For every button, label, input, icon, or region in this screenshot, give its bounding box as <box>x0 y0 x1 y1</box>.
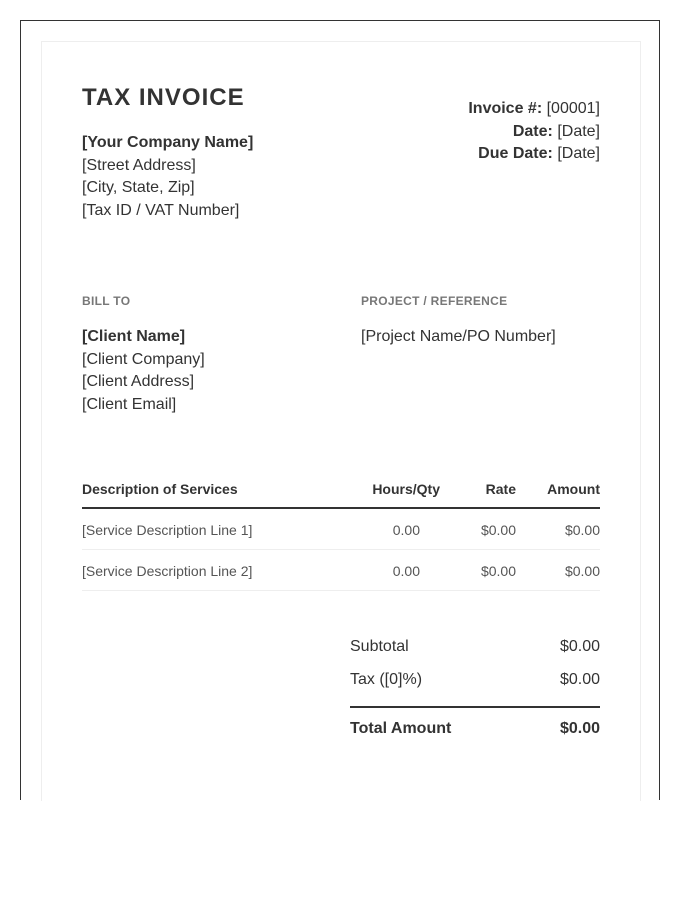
header-rate: Rate <box>485 481 516 497</box>
invoice-date-label: Date: <box>512 122 553 140</box>
client-email: [Client Email] <box>82 395 177 413</box>
row-amount: $0.00 <box>564 522 600 538</box>
project-label: PROJECT / REFERENCE <box>361 294 508 308</box>
company-street: [Street Address] <box>82 156 196 174</box>
total-value: $0.00 <box>559 720 600 737</box>
total-label: Total Amount <box>350 720 452 737</box>
bill-to-block <box>82 326 205 416</box>
row-description: [Service Description Line 2] <box>82 563 253 579</box>
row-rate: $0.00 <box>480 522 516 538</box>
project-value: [Project Name/PO Number] <box>361 328 556 345</box>
company-name: [Your Company Name] <box>82 134 254 151</box>
invoice-date-line <box>468 121 600 144</box>
company-tax-id: [Tax ID / VAT Number] <box>82 201 240 219</box>
invoice-meta <box>468 98 600 166</box>
bill-to-label: BILL TO <box>82 294 131 308</box>
header-amount: Amount <box>547 481 600 497</box>
header-description: Description of Services <box>82 481 238 497</box>
subtotal-label: Subtotal <box>350 638 409 655</box>
row-description: [Service Description Line 1] <box>82 522 253 538</box>
table-header <box>82 478 600 509</box>
table-row <box>82 509 600 550</box>
invoice-date-value: [Date] <box>557 122 600 140</box>
tax-row <box>350 665 600 698</box>
row-rate: $0.00 <box>480 563 516 579</box>
total-row <box>350 706 600 744</box>
services-table <box>82 478 600 591</box>
subtotal-value: $0.00 <box>559 638 600 655</box>
row-qty: 0.00 <box>392 522 420 538</box>
row-amount: $0.00 <box>564 563 600 579</box>
invoice-due-value: [Date] <box>557 145 600 162</box>
company-city: [City, State, Zip] <box>82 179 195 196</box>
header-hours-qty: Hours/Qty <box>372 481 440 497</box>
invoice-number-line <box>468 98 600 121</box>
client-name: [Client Name] <box>82 328 186 345</box>
invoice-number-value: [00001] <box>546 100 600 117</box>
invoice-number-label: Invoice #: <box>468 100 543 117</box>
invoice-title: TAX INVOICE <box>82 84 245 111</box>
client-address: [Client Address] <box>82 373 195 390</box>
tax-label: Tax ([0]%) <box>350 671 423 688</box>
company-block <box>82 132 253 222</box>
table-row <box>82 550 600 591</box>
row-qty: 0.00 <box>392 563 420 579</box>
subtotal-row <box>350 632 600 665</box>
invoice-due-label: Due Date: <box>478 145 553 162</box>
invoice-due-line <box>468 143 600 166</box>
totals-block <box>350 632 600 744</box>
tax-value: $0.00 <box>559 671 600 688</box>
client-company: [Client Company] <box>82 350 205 368</box>
